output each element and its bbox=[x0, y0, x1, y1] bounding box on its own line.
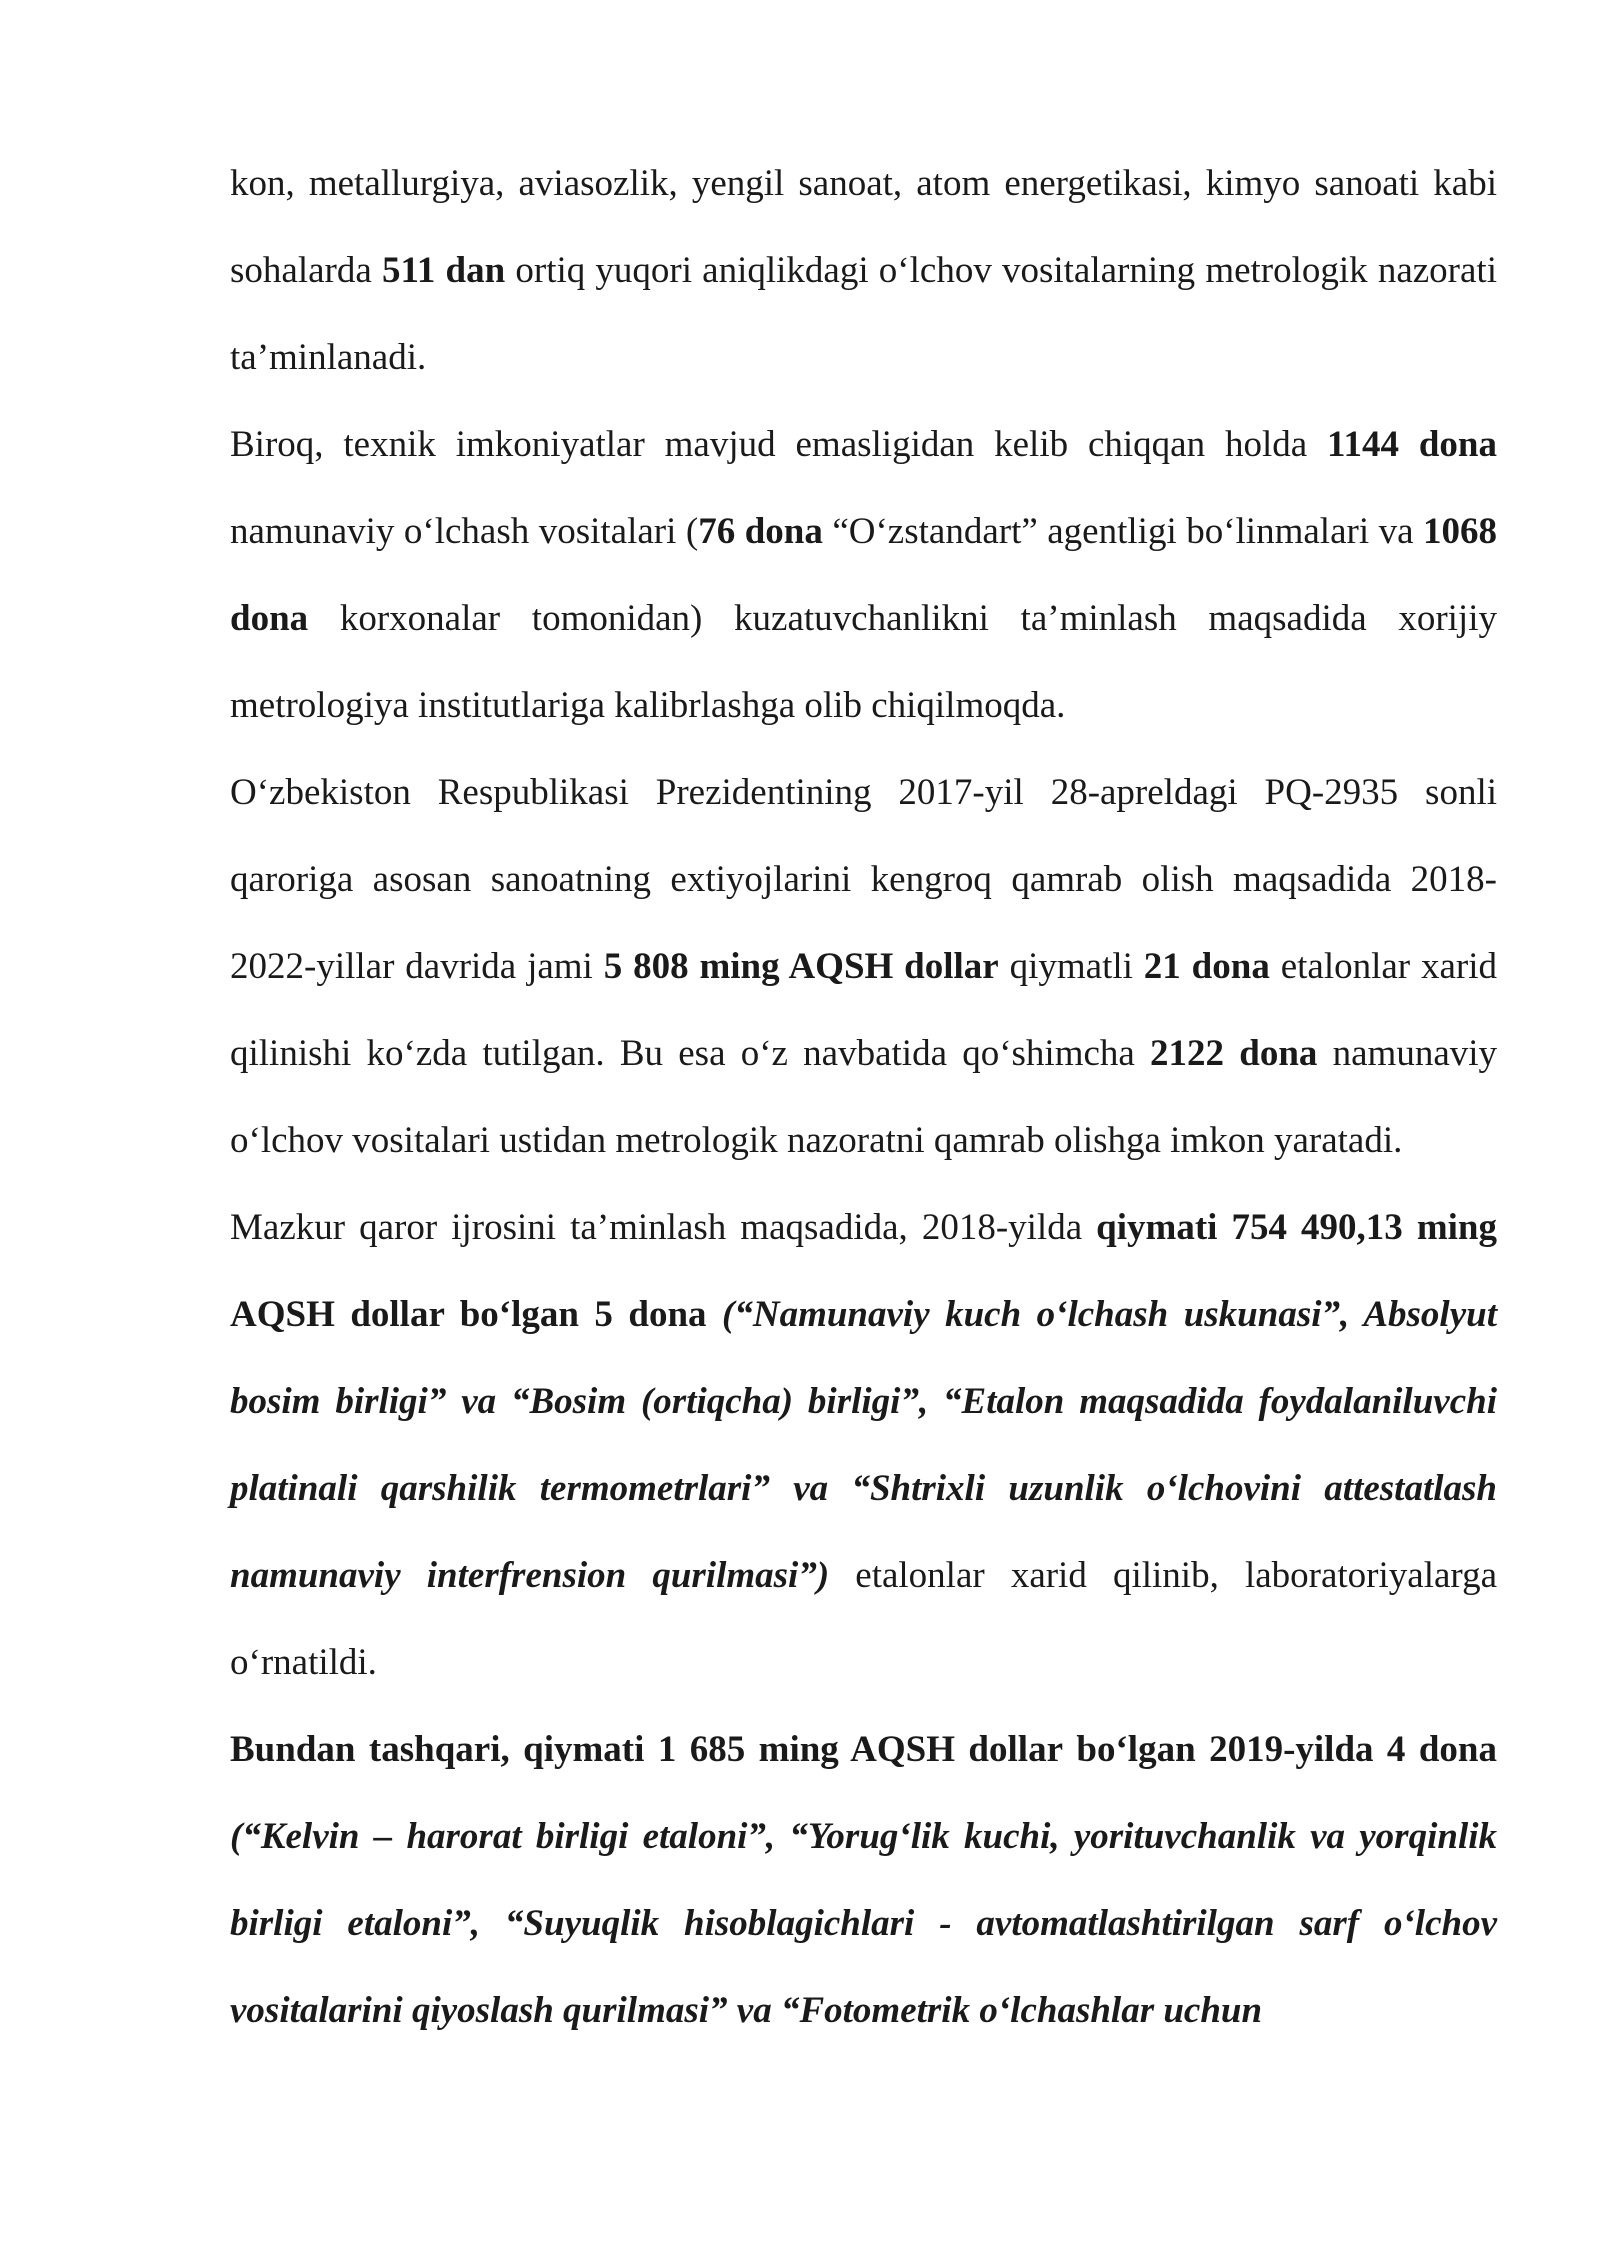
text-run: Biroq, texnik imkoniyatlar mavjud emasligidan kelib chiqqan holda bbox=[230, 424, 1328, 465]
text-run: “Oʻzstandart” agentligi boʻlinmalari va bbox=[822, 511, 1423, 552]
text-run bbox=[1063, 1729, 1076, 1770]
text-run-bold: boʻlgan 2019-yilda 4 dona bbox=[1076, 1729, 1497, 1770]
document-page bbox=[230, 140, 1497, 2054]
text-run: korxonalar tomonidan) kuzatuvchanlikni taʼminlash maqsadida xorijiy metrologiya institutlariga kalibrlashga olib chiqilmoqda. bbox=[230, 598, 1497, 726]
text-run-bold: qiymati 754 490,13 ming AQSH dollar boʻlgan 5 dona bbox=[230, 1207, 1497, 1335]
text-run-bold: 76 dona bbox=[698, 511, 823, 552]
text-run: namunaviy oʻlchov vositalari ustidan metrologik nazoratni qamrab olishga imkon yaratadi. bbox=[230, 1033, 1498, 1161]
text-run-bold: 1068 dona bbox=[230, 511, 1497, 639]
text-run: namunaviy oʻlchash vositalari ( bbox=[230, 511, 699, 552]
text-run: ortiq yuqori aniqlikdagi oʻlchov vositalarning metrologik nazorati taʼminlanadi. bbox=[230, 250, 1497, 378]
text-run bbox=[707, 1294, 722, 1335]
text-run-bold: 511 dan bbox=[381, 250, 506, 291]
text-run-bold: 2122 dona bbox=[1150, 1033, 1318, 1074]
paragraph-p3 bbox=[230, 749, 1497, 1184]
text-run: qiymatli bbox=[998, 946, 1144, 987]
text-run: kon, metallurgiya, aviasozlik, yengil sanoat, atom energetikasi, kimyo sanoati kabi sohalarda bbox=[230, 163, 1497, 291]
text-run-bold: 5 808 ming AQSH dollar bbox=[603, 946, 999, 987]
text-run-bold-italic: (“Namunaviy kuch oʻlchash uskunasi”, Absolyut bosim birligi” va “Bosim (ortiqcha) birligi”, “Etalon maqsadida foydalaniluvchi platinali qarshilik termometrlari” va “Shtrixli uzunlik oʻlchovini attestatlash namunaviy interfrension qurilmasi”) bbox=[230, 1294, 1497, 1596]
text-run-bold: 1144 dona bbox=[1327, 424, 1497, 465]
paragraph-p5 bbox=[230, 1706, 1497, 2054]
text-run: etalonlar xarid qilinishi koʻzda tutilgan. Bu esa oʻz navbatida qoʻshimcha bbox=[230, 946, 1498, 1074]
text-run: etalonlar xarid qilinib, laboratoriyalarga oʻrnatildi. bbox=[230, 1555, 1497, 1683]
text-run: Oʻzbekiston Respublikasi Prezidentining 2017-yil 28-apreldagi PQ-2935 sonli qaroriga asosan sanoatning extiyojlarini kengroq qamrab olish maqsadida 2018-2022-yillar davrida jami bbox=[230, 772, 1497, 987]
text-run-bold: 21 dona bbox=[1143, 946, 1270, 987]
text-run-bold: Bundan tashqari, qiymati 1 685 ming AQSH dollar bbox=[230, 1729, 1063, 1770]
paragraph-p2 bbox=[230, 401, 1497, 749]
paragraph-p1 bbox=[230, 140, 1497, 401]
text-run: Mazkur qaror ijrosini taʼminlash maqsadida, 2018-yilda bbox=[230, 1207, 1097, 1248]
paragraph-p4 bbox=[230, 1184, 1497, 1706]
text-run-bold-italic: (“Kelvin – harorat birligi etaloni”, “Yorugʻlik kuchi, yorituvchanlik va yorqinlik birligi etaloni”, “Suyuqlik hisoblagichlari - avtomatlashtirilgan sarf oʻlchov vositalarini qiyoslash qurilmasi” va “Fotometrik oʻlchashlar uchun bbox=[230, 1816, 1497, 2031]
